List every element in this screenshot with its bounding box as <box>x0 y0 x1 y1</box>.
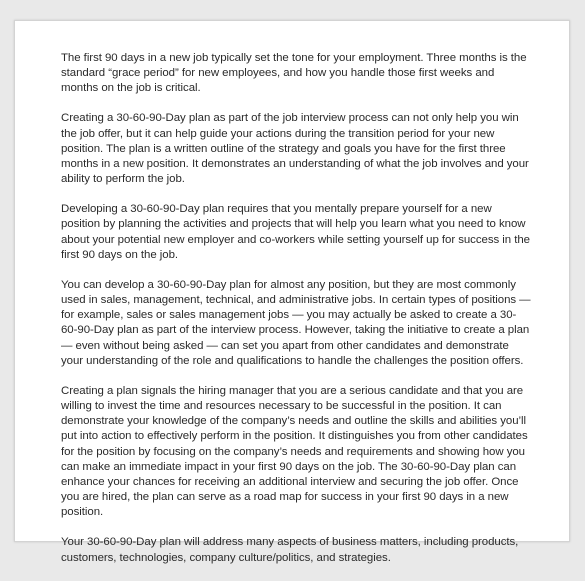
paragraph-developing-plan: Developing a 30-60-90-Day plan requires that you mentally prepare yourself for a new position by planning the activities and projects that will help you learn what you need to know about your potential new employer and co-workers while setting yourself up for success in the first 90 days on the job. <box>61 203 530 261</box>
paragraph-business-aspects: Your 30-60-90-Day plan will address many aspects of business matters, including products, customers, technologies, company culture/politics, and strategies. <box>61 536 519 564</box>
paragraph-hiring-manager: Creating a plan signals the hiring manager that you are a serious candidate and that you are willing to invest the time and resources necessary to be successful in the position. It can demonstrate your knowledge of the company’s needs and outline the skills and abilities you’ll put into action to effectively perform in the position. It distinguishes you from other candidates for the position by focusing on the company’s needs and requirements and showing how you can make an immediate impact in your first 90 days on the job. The 30-60-90-Day plan can enhance your chances for receiving an additional interview and securing the job offer. Once you are hired, the plan can serve as a road map for success in your first 90 days in a new position. <box>61 384 528 519</box>
paragraph-positions: You can develop a 30-60-90-Day plan for almost any position, but they are most commonly used in sales, management, technical, and administrative jobs. In certain types of positions — for example, sales or sales management jobs — you may actually be asked to create a 30-60-90-Day plan as part of the interview process. However, taking the initiative to create a plan — even without being asked — can set you apart from other candidates and demonstrate your understanding of the role and qualifications to handle the challenges the position offers. <box>61 278 531 367</box>
paragraph-creating-plan: Creating a 30-60-90-Day plan as part of the job interview process can not only help you win the job offer, but it can help guide your actions during the transition period for your new position. The plan is a written outline of the strategy and goals you have for the first three months in a new position. It demonstrates an understanding of what the job involves and your ability to perform the job. <box>61 112 529 186</box>
document-page <box>14 20 570 564</box>
document-body <box>61 51 531 581</box>
paragraph-intro: The first 90 days in a new job typically set the tone for your employment. Three months is the standard “grace period” for new employees, and how you handle those first weeks and months on the job is critical. <box>61 52 527 95</box>
